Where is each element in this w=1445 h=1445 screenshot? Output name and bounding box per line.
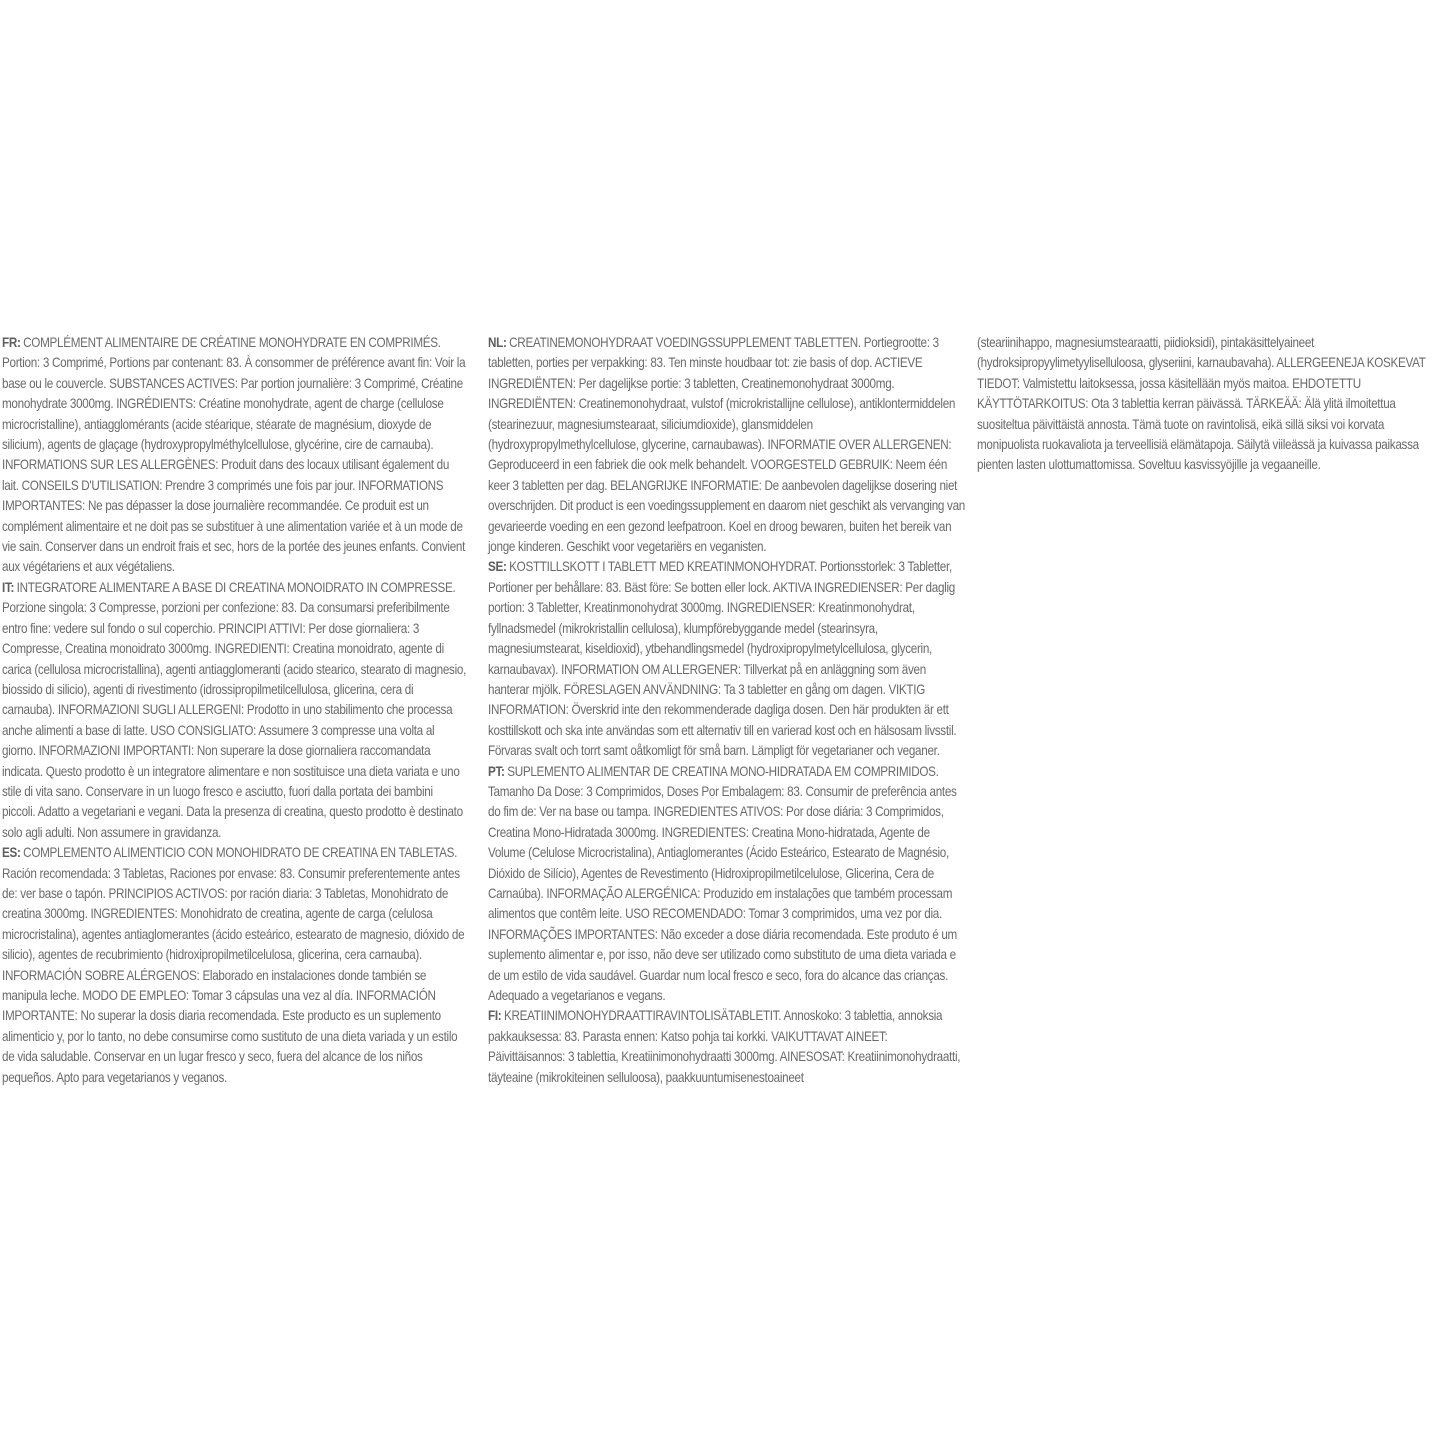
lang-block-fi: [488, 1006, 965, 1088]
lang-block-se: [488, 557, 965, 761]
lang-body: SUPLEMENTO ALIMENTAR DE CREATINA MONO-HIDRATADA EM COMPRIMIDOS. Tamanho Da Dose: 3 Comprimidos, Doses Por Embalagem: 83. Consumir de preferência antes do fim de: Ver na base ou tampa. INGREDIENTES ATIVOS: Por dose diária: 3 Comprimidos, Creatina Mono-Hidratada 3000mg. INGREDIENTES: Creatina Mono-hidratada, Agente de Volume (Celulose Microcristalina), Antiaglomerantes (Ácido Esteárico, Estearato de Magnésio, Dióxido de Silício), Agentes de Revestimento (Hidroxipropilmetilcelulose, Glicerina, Cera de Carnaúba). INFORMAÇÃO ALERGÉNICA: Produzido em instalações que também processam alimentos que contêm leite. USO RECOMENDADO: Tomar 3 comprimidos, uma vez por dia. INFORMAÇÕES IMPORTANTES: Não exceder a dose diária recomendada. Este produto é um suplemento alimentar e, por isso, não deve ser utilizado como substituto de uma dieta variada e de um estilo de vida saudável. Guardar num local fresco e seco, fora do alcance das crianças. Adequado a vegetarianos e vegans.: [488, 763, 957, 1003]
lang-body: COMPLEMENTO ALIMENTICIO CON MONOHIDRATO DE CREATINA EN TABLETAS. Ración recomendada: 3 Tabletas, Raciones por envase: 83. Consumir preferentemente antes de: ver base o tapón. PRINCIPIOS ACTIVOS: por ración diaria: 3 Tabletas, Monohidrato de creatina 3000mg. INGREDIENTES: Monohidrato de creatina, agente de carga (celulosa microcristalina), agentes antiaglomerantes (ácido esteárico, estearato de magnesio, dióxido de silicio), agentes de recubrimiento (hidroxipropilmetilcelulosa, glicerina, cera carnauba). INFORMACIÓN SOBRE ALÉRGENOS: Elaborado en instalaciones donde también se manipula leche. MODO DE EMPLEO: Tomar 3 cápsulas una vez al día. INFORMACIÓN IMPORTANTE: No superar la dosis diaria recomendada. Este producto es un suplemento alimenticio y, por lo tanto, no debe consumirse como sustituto de una dieta variada y un estilo de vida saludable. Conservar en un lugar fresco y seco, fuera del alcance de los niños pequeños. Apto para vegetarianos y veganos.: [2, 845, 465, 1085]
text-column-1: [2, 333, 466, 1088]
lang-code: ES:: [2, 845, 21, 861]
lang-code: NL:: [488, 335, 507, 350]
lang-code: PT:: [488, 763, 505, 779]
lang-code: SE:: [488, 559, 507, 575]
lang-block-nl: [488, 333, 965, 557]
lang-body: KOSTTILLSKOTT I TABLETT MED KREATINMONOHYDRAT. Portionsstorlek: 3 Tabletter, Portioner per behållare: 83. Bäst före: Se botten eller lock. AKTIVA INGREDIENSER: Per daglig portion: 3 Tabletter, Kreatinmonohydrat 3000mg. INGREDIENSER: Kreatinmonohydrat, fyllnadsmedel (mikrokristallin cellulosa), klumpförebyggande medel (stearinsyra, magnesiumstearat, kiseldioxid), ytbehandlingsmedel (hydroxipropylmetylcellulosa, glycerin, karnaubavax). INFORMATION OM ALLERGENER: Tillverkat på en anläggning som även hanterar mjölk. FÖRESLAGEN ANVÄNDNING: Ta 3 tabletter en gång om dagen. VIKTIG INFORMATION: Överskrid inte den rekommenderade dagliga dosen. Den här produkten är ett kosttillskott och ska inte användas som ett alternativ till en varierad kost och en hälsosam livsstil. Förvaras svalt och torrt samt oåtkomligt för små barn. Lämpligt för vegetarianer och veganer.: [488, 559, 957, 759]
lang-block-es: [2, 843, 466, 1088]
lang-code: IT:: [2, 579, 15, 595]
lang-body: CREATINEMONOHYDRAAT VOEDINGSSUPPLEMENT TABLETTEN. Portiegrootte: 3 tabletten, porties per verpakking: 83. Ten minste houdbaar tot: zie basis of dop. ACTIEVE INGREDIËNTEN: Per dagelijkse portie: 3 tabletten, Creatinemonohydraat 3000mg. INGREDIËNTEN: Creatinemonohydraat, vulstof (microkristallijne cellulose), antiklontermiddelen (stearinezuur, magnesiumstearaat, siliciumdioxide), glansmiddelen (hydroxypropylmethylcellulose, glycerine, carnaubawas). INFORMATIE OVER ALLERGENEN: Geproduceerd in een fabriek die ook melk behandelt. VOORGESTELD GEBRUIK: Neem één keer 3 tabletten per dag. BELANGRIJKE INFORMATIE: De aanbevolen dagelijkse dosering niet overschrijden. Dit product is een voedingssupplement en daarom niet geschikt als vervanging van gevarieerde voeding en een gezond leefpatroon. Koel en droog bewaren, buiten het bereik van jonge kinderen. Geschikt voor vegetariërs en veganisten.: [488, 335, 965, 555]
lang-block-fi-continued: [977, 333, 1445, 476]
lang-body: (steariinihappo, magnesiumstearaatti, piidioksidi), pintakäsittelyaineet (hydroksipropyylimetyyliselluloosa, glyseriini, karnaubavaha). ALLERGEENEJA KOSKEVAT TIEDOT: Valmistettu laitoksessa, jossa käsitellään myös maitoa. EHDOTETTU KÄYTTÖTARKOITUS: Ota 3 tablettia kerran päivässä. TÄRKEÄÄ: Älä ylitä ilmoitettua suositeltua päivittäistä annosta. Tämä tuote on ravintolisä, eikä sillä siksi voi korvata monipuolista ruokavaliota ja terveellisiä elämätapoja. Säilytä viileässä ja kuivassa paikassa pienten lasten ulottumattomissa. Soveltuu kasvissyöjille ja vegaaneille.: [977, 335, 1426, 473]
lang-block-it: [2, 578, 466, 843]
lang-code: FR:: [2, 335, 21, 350]
lang-body: KREATIINIMONOHYDRAATTIRAVINTOLISÄTABLETIT. Annoskoko: 3 tablettia, annoksia pakkauksessa: 83. Parasta ennen: Katso pohja tai korkki. VAIKUTTAVAT AINEET: Päivittäisannos: 3 tablettia, Kreatiinimonohydraatti 3000mg. AINESOSAT: Kreatiinimonohydraatti, täyteaine (mikrokiteinen selluloosa), paakkuuntumisenestoaineet: [488, 1008, 961, 1085]
lang-body: INTEGRATORE ALIMENTARE A BASE DI CREATINA MONOIDRATO IN COMPRESSE. Porzione singola: 3 Compresse, porzioni per confezione: 83. Da consumarsi preferibilmente entro fine: vedere sul fondo o sul coperchio. PRINCIPI ATTIVI: Per dose giornaliera: 3 Compresse, Creatina monoidrato 3000mg. INGREDIENTI: Creatina monoidrato, agente di carica (cellulosa microcristallina), agenti antiagglomeranti (acido stearico, stearato di magnesio, biossido di silicio), agenti di rivestimento (idrossipropilmetilcellulosa, glicerina, cera di carnauba). INFORMAZIONI SUGLI ALLERGENI: Prodotto in uno stabilimento che processa anche alimenti a base di latte. USO CONSIGLIATO: Assumere 3 compresse una volta al giorno. INFORMAZIONI IMPORTANTI: Non superare la dose giornaliera raccomandata indicata. Questo prodotto è un integratore alimentare e non sostituisce una dieta variata e uno stile di vita sano. Conservare in un luogo fresco e asciutto, fuori dalla portata dei bambini piccoli. Adatto a vegetariani e vegani. Data la presenza di creatina, questo prodotto è destinato solo agli adulti. Non assumere in gravidanza.: [2, 579, 467, 840]
text-column-2: [488, 333, 965, 1088]
text-column-3: [977, 333, 1445, 476]
lang-body: COMPLÉMENT ALIMENTAIRE DE CRÉATINE MONOHYDRATE EN COMPRIMÉS. Portion: 3 Comprimé, Portions par contenant: 83. À consommer de préférence avant fin: Voir la base ou le couvercle. SUBSTANCES ACTIVES: Par portion journalière: 3 Comprimé, Créatine monohydrate 3000mg. INGRÉDIENTS: Créatine monohydrate, agent de charge (cellulose microcristalline), antiagglomérants (acide stéarique, stéarate de magnésium, dioxyde de silicium), agents de glaçage (hydroxypropylméthylcellulose, glycérine, cire de carnauba). INFORMATIONS SUR LES ALLERGÈNES: Produit dans des locaux utilisant également du lait. CONSEILS D'UTILISATION: Prendre 3 comprimés une fois par jour. INFORMATIONS IMPORTANTES: Ne pas dépasser la dose journalière recommandée. Ce produit est un complément alimentaire et ne doit pas se substituer à une alimentation variée et à un mode de vie sain. Conserver dans un endroit frais et sec, hors de la portée des jeunes enfants. Convient aux végétariens et aux végétaliens.: [2, 335, 466, 575]
lang-block-fr: [2, 333, 466, 578]
lang-block-pt: [488, 762, 965, 1007]
lang-code: FI:: [488, 1008, 502, 1024]
